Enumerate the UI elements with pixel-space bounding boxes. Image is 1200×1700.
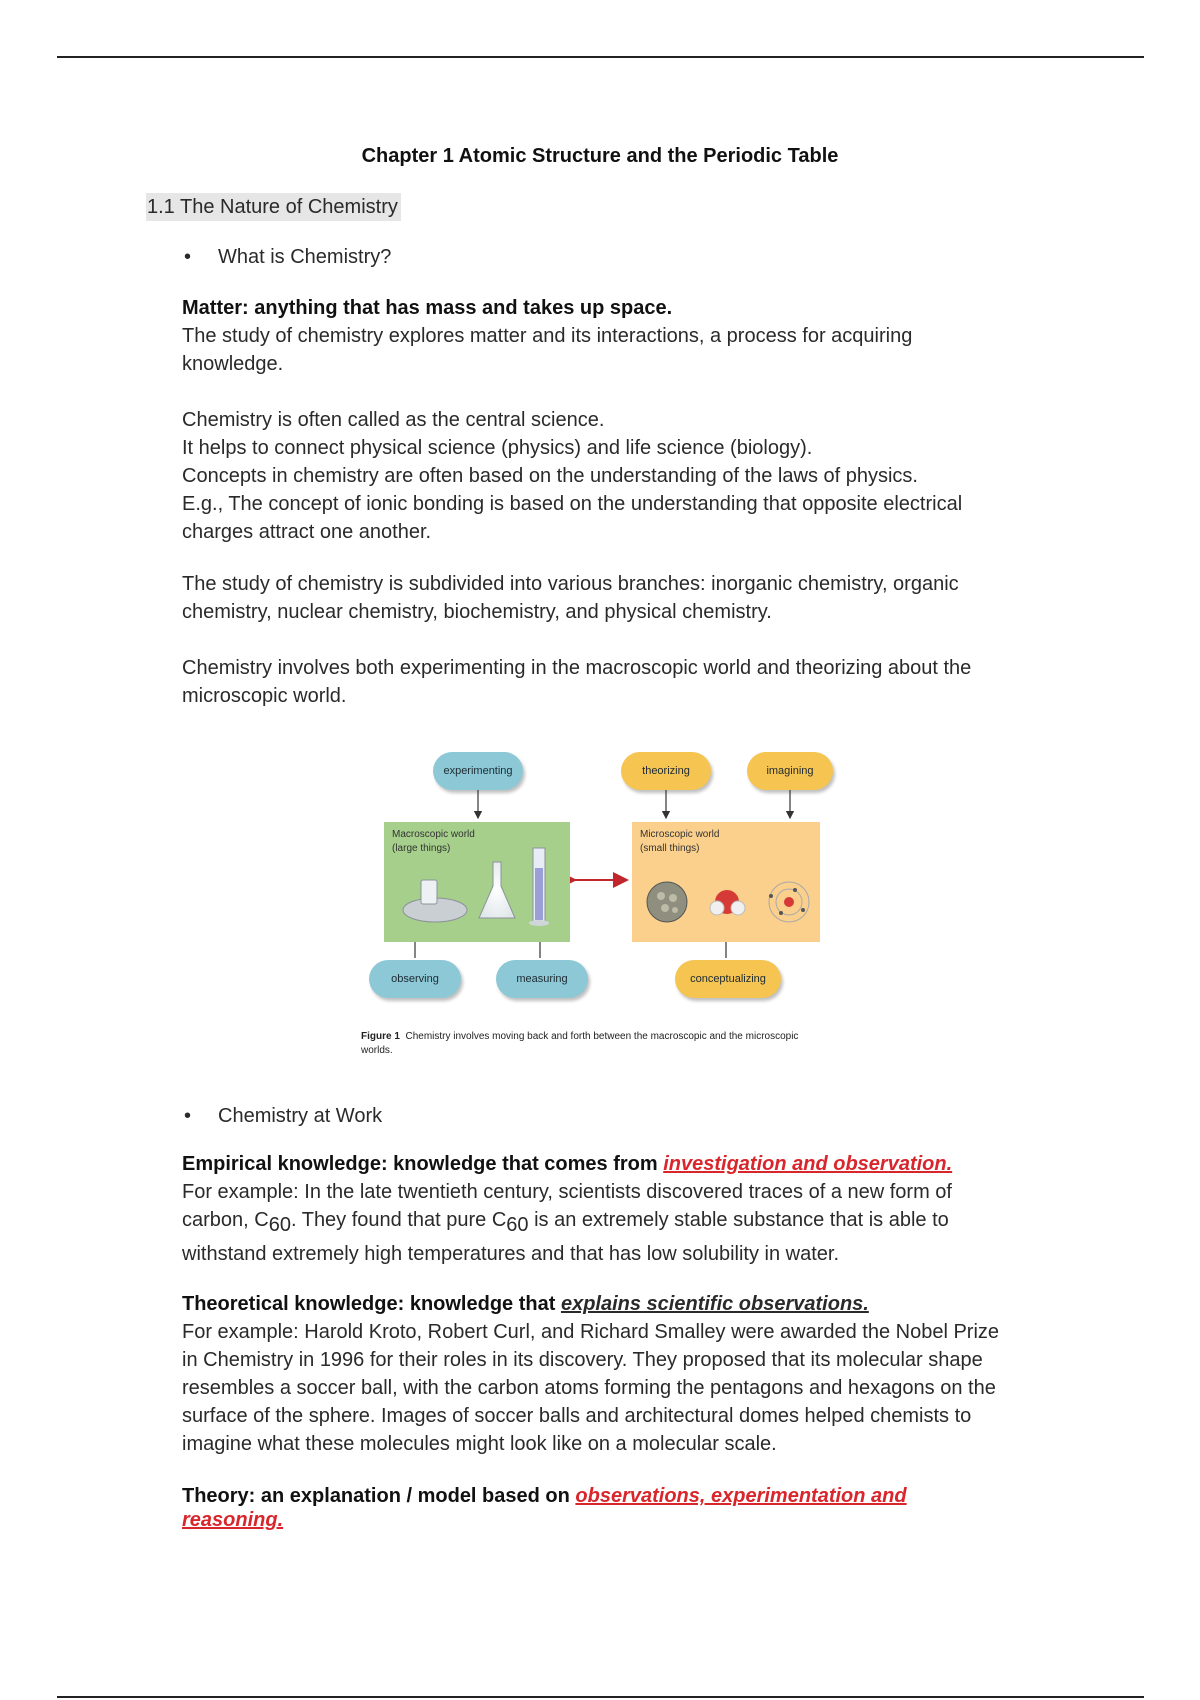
- figure-caption: [361, 1030, 831, 1058]
- bullet-chemistry-at-work: Chemistry at Work: [218, 1105, 383, 1127]
- macro-label-line: Macroscopic world: [392, 829, 475, 840]
- bullet-dot: •: [184, 246, 192, 268]
- subscript: 60: [506, 1214, 529, 1236]
- top-rule: [57, 56, 1144, 58]
- figure-arrows: [355, 740, 845, 1070]
- text-span: . They found that pure C: [290, 1209, 507, 1231]
- paragraph-line: It helps to connect physical science (physics) and life science (biology).: [182, 437, 813, 459]
- theoretical-emphasis: explains scientific observations.: [560, 1293, 869, 1315]
- paragraph-line: chemistry, nuclear chemistry, biochemistry, and physical chemistry.: [182, 601, 772, 623]
- paragraph-line: withstand extremely high temperatures and that has low solubility in water.: [182, 1243, 840, 1265]
- bullet-dot: •: [184, 1105, 192, 1127]
- micro-label-line: (small things): [640, 843, 700, 854]
- text-span: is an extremely stable substance that is able to: [528, 1209, 949, 1231]
- paragraph-line: Chemistry involves both experimenting in the macroscopic world and theorizing about the: [182, 657, 972, 679]
- bottom-rule: [57, 1696, 1144, 1698]
- paragraph-line: surface of the sphere. Images of soccer balls and architectural domes helped chemists to: [182, 1405, 972, 1427]
- macro-micro-figure: [355, 740, 845, 1070]
- theory-emphasis: observations, experimentation and: [575, 1485, 907, 1507]
- paragraph-line: imagine what these molecules might look like on a molecular scale.: [182, 1433, 777, 1455]
- matter-definition: Matter: anything that has mass and takes up space.: [182, 297, 673, 319]
- pill-imagining: imagining: [747, 752, 833, 790]
- theoretical-lead: Theoretical knowledge: knowledge that: [182, 1293, 561, 1315]
- theoretical-heading: [182, 1290, 869, 1318]
- paragraph-line: resembles a soccer ball, with the carbon atoms forming the pentagons and hexagons on the: [182, 1377, 996, 1399]
- macro-label-line: (large things): [392, 843, 451, 854]
- text-span: carbon, C: [182, 1209, 269, 1231]
- paragraph-line: knowledge.: [182, 353, 284, 375]
- paragraph-line: in Chemistry in 1996 for their roles in its discovery. They proposed that its molecular shape: [182, 1349, 983, 1371]
- theory-heading: [182, 1482, 907, 1510]
- empirical-lead: Empirical knowledge: knowledge that comes from: [182, 1153, 664, 1175]
- bullet-what-is-chemistry: What is Chemistry?: [218, 246, 392, 268]
- empirical-heading: [182, 1150, 952, 1178]
- paragraph-line: For example: In the late twentieth century, scientists discovered traces of a new form of: [182, 1181, 952, 1203]
- theory-lead: Theory: an explanation / model based on: [182, 1485, 576, 1507]
- paragraph-line: E.g., The concept of ionic bonding is based on the understanding that opposite electrical: [182, 493, 963, 515]
- section-heading: 1.1 The Nature of Chemistry: [146, 193, 401, 221]
- paragraph-line: The study of chemistry is subdivided into various branches: inorganic chemistry, organic: [182, 573, 959, 595]
- subscript: 60: [268, 1214, 291, 1236]
- paragraph-line: Concepts in chemistry are often based on the understanding of the laws of physics.: [182, 465, 918, 487]
- paragraph-line: charges attract one another.: [182, 521, 432, 543]
- macro-label: [392, 828, 475, 856]
- paragraph-line: The study of chemistry explores matter and its interactions, a process for acquiring: [182, 325, 913, 347]
- empirical-emphasis: investigation and observation.: [663, 1153, 953, 1175]
- micro-label-line: Microscopic world: [640, 829, 720, 840]
- micro-label: [640, 828, 719, 856]
- pill-observing: observing: [369, 960, 461, 998]
- pill-theorizing: theorizing: [621, 752, 711, 790]
- pill-conceptualizing: conceptualizing: [675, 960, 781, 998]
- paragraph-line: microscopic world.: [182, 685, 347, 707]
- caption-label: Figure 1: [361, 1031, 400, 1042]
- theory-emphasis: reasoning.: [182, 1509, 284, 1531]
- paragraph-line: For example: Harold Kroto, Robert Curl, and Richard Smalley were awarded the Nobel Prize: [182, 1321, 1000, 1343]
- theory-heading-cont: [182, 1506, 283, 1534]
- pill-experimenting: experimenting: [433, 752, 523, 790]
- paragraph-line: Chemistry is often called as the central science.: [182, 409, 605, 431]
- page-title: Chapter 1 Atomic Structure and the Periodic Table: [361, 145, 839, 167]
- caption-text: Chemistry involves moving back and forth between the macroscopic and the microscopic worlds.: [361, 1031, 799, 1056]
- pill-measuring: measuring: [496, 960, 588, 998]
- paragraph-line-c60: [182, 1206, 949, 1234]
